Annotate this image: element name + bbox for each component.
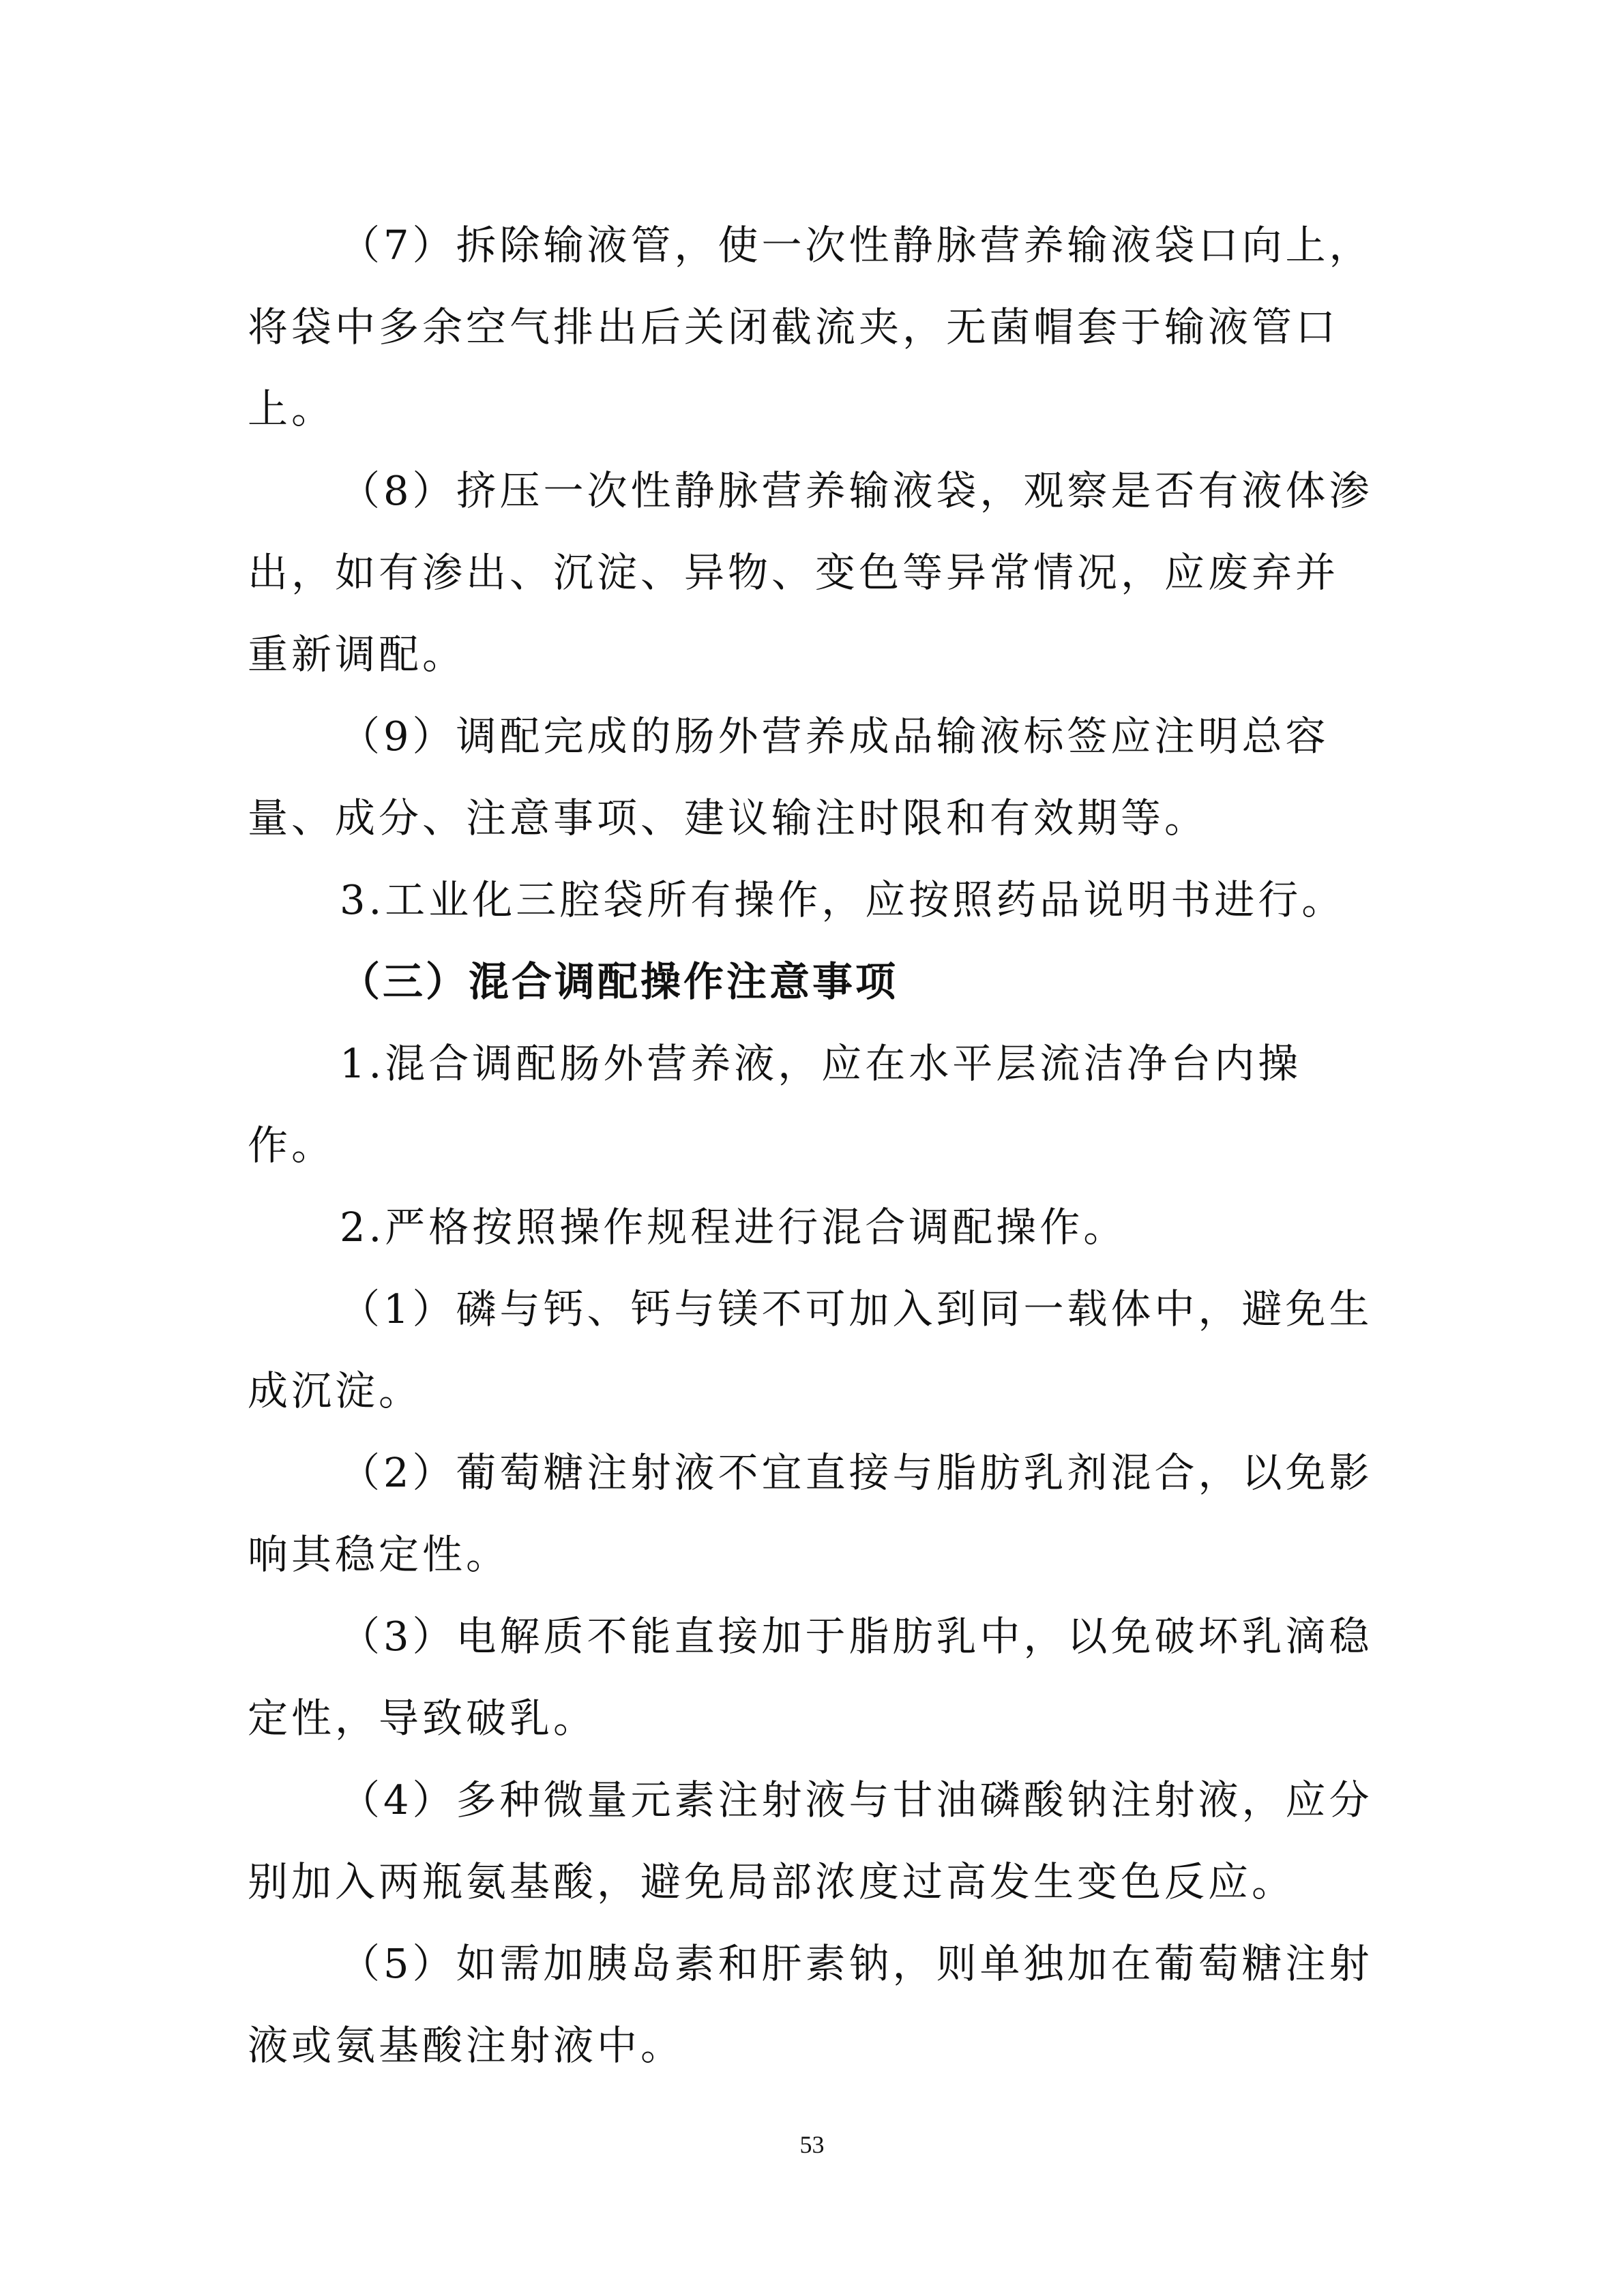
page-number: 53	[799, 2131, 825, 2158]
paragraph-note-1: （1）磷与钙、钙与镁不可加入到同一载体中，避免生成沉淀。	[248, 1285, 1373, 1414]
document-body	[248, 205, 1380, 2087]
section-heading: （三）混合调配操作注意事项	[340, 958, 899, 1005]
paragraph-note-5: （5）如需加胰岛素和肝素钠，则单独加在葡萄糖注射液或氨基酸注射液中。	[248, 1940, 1373, 2069]
paragraph-step-8: （8）挤压一次性静脉营养输液袋，观察是否有液体渗出，如有渗出、沉淀、异物、变色等异常情况，应废弃并重新调配。	[248, 467, 1373, 678]
paragraph-item-1: 1.混合调配肠外营养液，应在水平层流洁净台内操作。	[248, 1040, 1302, 1169]
paragraph-step-7: （7）拆除输液管，使一次性静脉营养输液袋口向上，将袋中多余空气排出后关闭截流夹，无菌帽套于输液管口上。	[248, 222, 1373, 432]
paragraph-step-9: （9）调配完成的肠外营养成品输液标签应注明总容量、成分、注意事项、建议输注时限和有效期等。	[248, 713, 1329, 841]
paragraph-note-2: （2）葡萄糖注射液不宜直接与脂肪乳剂混合，以免影响其稳定性。	[248, 1449, 1373, 1578]
paragraph-item-3: 3.工业化三腔袋所有操作，应按照药品说明书进行。	[340, 876, 1346, 923]
paragraph-note-4: （4）多种微量元素注射液与甘油磷酸钠注射液，应分别加入两瓶氨基酸，避免局部浓度过高发生变色反应。	[248, 1776, 1373, 1905]
paragraph-item-2: 2.严格按照操作规程进行混合调配操作。	[340, 1204, 1127, 1251]
paragraph-note-3: （3）电解质不能直接加于脂肪乳中，以免破坏乳滴稳定性，导致破乳。	[248, 1613, 1373, 1742]
